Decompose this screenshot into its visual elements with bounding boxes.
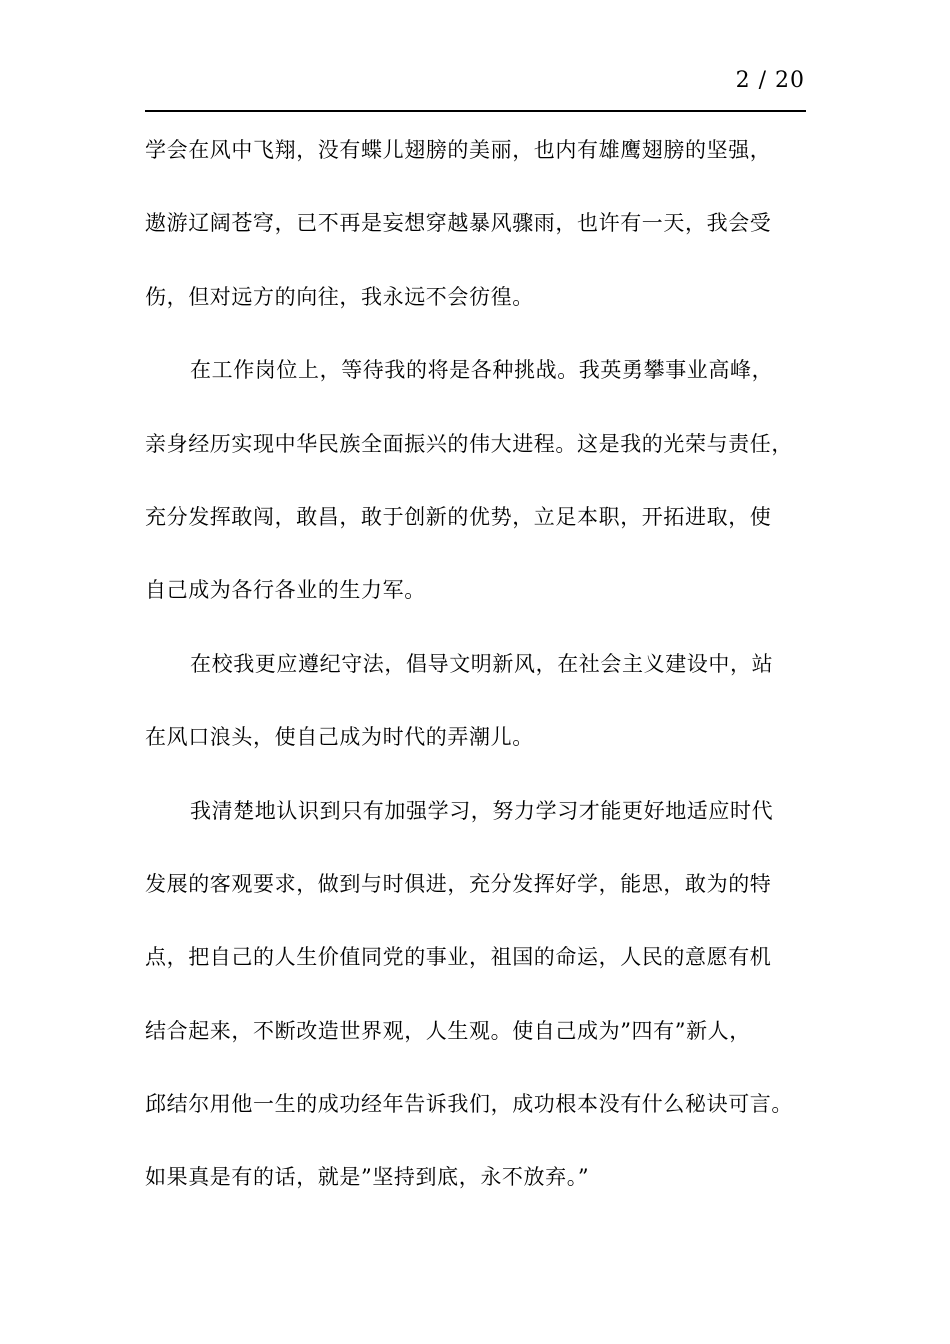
body-line: 结合起来，不断改造世界观，人生观。使自己成为”四有”新人， xyxy=(145,1018,751,1043)
body-line: 点，把自己的人生价值同党的事业，祖国的命运，人民的意愿有机 xyxy=(145,945,772,970)
document-body xyxy=(145,132,825,1233)
body-line: 亲身经历实现中华民族全面振兴的伟大进程。这是我的光荣与责任， xyxy=(145,431,793,456)
paragraph-first-line: 在校我更应遵纪守法，倡导文明新风，在社会主义建设中，站 xyxy=(190,651,774,676)
body-line: 伤，但对远方的向往，我永远不会彷徨。 xyxy=(145,284,534,309)
body-line: 在风口浪头，使自己成为时代的弄潮儿。 xyxy=(145,725,534,750)
header-rule xyxy=(145,110,806,112)
page-number: 2 / 20 xyxy=(735,68,805,93)
body-line: 遨游辽阔苍穹，已不再是妄想穿越暴风骤雨，也许有一天，我会受 xyxy=(145,211,772,236)
body-line: 自己成为各行各业的生力军。 xyxy=(145,578,426,603)
body-line: 发展的客观要求，做到与时俱进，充分发挥好学，能思，敢为的特 xyxy=(145,871,772,896)
body-line: 如果真是有的话，就是”坚持到底，永不放弃。” xyxy=(145,1165,590,1190)
paragraph-first-line: 我清楚地认识到只有加强学习，努力学习才能更好地适应时代 xyxy=(190,798,774,823)
body-line: 邱结尔用他一生的成功经年告诉我们，成功根本没有什么秘诀可言。 xyxy=(145,1092,793,1117)
paragraph-first-line: 在工作岗位上，等待我的将是各种挑战。我英勇攀事业高峰， xyxy=(190,358,774,383)
body-line: 学会在风中飞翔，没有蝶儿翅膀的美丽，也内有雄鹰翅膀的坚强， xyxy=(145,138,772,162)
body-line: 充分发挥敢闯，敢昌，敢于创新的优势，立足本职，开拓进取，使 xyxy=(145,504,772,529)
